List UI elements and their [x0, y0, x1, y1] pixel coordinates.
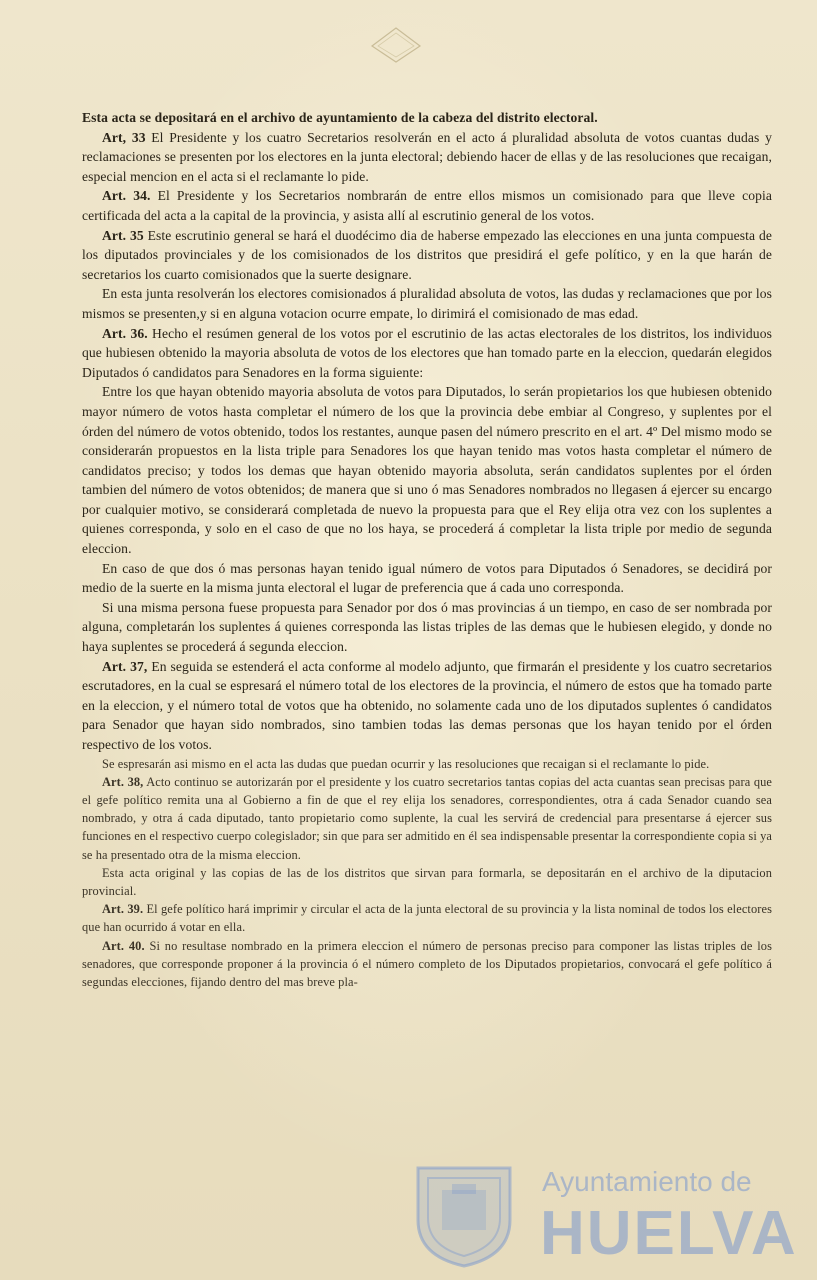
document-body — [82, 108, 772, 991]
paragraph-junta — [82, 284, 772, 323]
article-35 — [82, 226, 772, 285]
article-34 — [82, 186, 772, 225]
article-number: Art. 38, — [102, 774, 144, 789]
paragraph-mayoria — [82, 382, 772, 558]
article-number: Art. 37, — [102, 658, 148, 674]
paragraph-text: Se espresarán asi mismo en el acta las dudas que puedan ocurrir y las resoluciones que recaigan si el reclamante lo pide. — [102, 756, 710, 771]
paragraph-text: Si no resultase nombrado en la primera eleccion el número de personas preciso para componer las listas triples de los senadores, que corresponde proponer á la provincia ó el número completo de los Diputados propietarios, convocará el gefe político á segundas elecciones, fijando dentro del mas breve pla- — [82, 938, 773, 990]
paragraph-text: El gefe político hará imprimir y circular el acta de la junta electoral de su provincia y la lista nominal de todos los electores que han ocurrido á votar en ella. — [82, 902, 773, 935]
article-39 — [82, 900, 772, 936]
paragraph-text: Esta acta se depositará en el archivo de ayuntamiento de la cabeza del distrito electoral. — [82, 110, 598, 125]
paragraph-empate — [82, 559, 772, 598]
paragraph-text: Esta acta original y las copias de las de los distritos que sirvan para formarla, se depositarán en el archivo de la diputacion provincial. — [82, 865, 772, 899]
paragraph-dudas — [82, 755, 772, 773]
article-36 — [82, 324, 772, 383]
paragraph-intro — [82, 108, 772, 128]
article-number: Art. 40. — [102, 938, 145, 953]
fold-mark-icon — [368, 24, 424, 64]
archive-watermark — [408, 1160, 808, 1270]
article-number: Art. 35 — [102, 227, 144, 243]
paragraph-senador — [82, 598, 772, 657]
paragraph-text: El Presidente y los Secretarios nombrarán de entre ellos mismos un comisionado para que lleve copia certificada del acta a la capital de la provincia, y asista allí al escrutinio general de los votos. — [82, 188, 773, 223]
article-37 — [82, 657, 772, 755]
paragraph-text: Acto continuo se autorizarán por el presidente y los cuatro secretarios tantas copias del acta cuantas sean precisas para que el gefe político remita una al Gobierno a fin de que el rey elija los senadores, correspondientes, otra á cada Senador cuando sea nombrado, y otra á cada diputado, tanto propietario como suplente, la cual les servirá de credencial para presentarse á ejercer sus funciones en el respectivo cuerpo colegislador; sin que para ser admitido en él sea indispensable presentar la correspondiente copia si ya se ha presentado otra de la misma eleccion. — [82, 774, 773, 862]
article-number: Art. 36. — [102, 325, 148, 341]
article-number: Art, 33 — [102, 129, 146, 145]
coat-of-arms-icon — [408, 1160, 520, 1270]
watermark-line-1: Ayuntamiento de — [542, 1166, 752, 1197]
article-33 — [82, 128, 772, 187]
paragraph-text: Este escrutinio general se hará el duodécimo dia de haberse empezado las elecciones en una junta compuesta de los diputados provinciales y de los comisionados de los distritos que presidirá el gefe político, y en la que harán de secretarios los cuarto comisionados que la suerte designare. — [82, 227, 773, 282]
paragraph-text: Si una misma persona fuese propuesta para Senador por dos ó mas provincias á un tiempo, en caso de ser nombrada por alguna, completarán los suplentes á quienes corresponda las listas triples de las demas que le hubiesen elegido, y donde no haya suplentes se procederá á segunda eleccion. — [82, 599, 772, 655]
article-40 — [82, 937, 772, 992]
paragraph-archivo — [82, 864, 772, 900]
paragraph-text: Entre los que hayan obtenido mayoria absoluta de votos para Diputados, lo serán propietarios los que hubiesen obtenido mayor número de votos hasta completar el número de los que la provincia debe embiar al Congreso, y suplentes por el órden del número de votos obtenido, todos los restantes, aunque pasen del número prescrito en el art. 4º Del mismo modo se considerarán propuestos en la lista triple para Senadores los que hayan tenido mas votos hasta completar el número de candidatos preciso; y todos los demas que hayan obtenido mayoria absoluta, serán candidatos suplentes por el órden tambien del número de votos obtenidos; de manera que si uno ó mas Senadores nombrados no llegasen á ejercer su encargo por cualquier motivo, se considerará completada de nuevo la propuesta para que el Rey elija otra vez con los suplentes a quienes corresponda, y solo en el caso de que no los haya, se procederá á completar la lista triple por medio de segunda eleccion. — [82, 384, 772, 557]
article-number: Art. 34. — [102, 188, 151, 204]
article-number: Art. 39. — [102, 902, 144, 917]
paragraph-text: En seguida se estenderá el acta conforme al modelo adjunto, que firmarán el presidente y los cuatro secretarios escrutadores, en la cual se espresará el número total de los electores de la provincia, el número de estos que ha tomado parte en la eleccion, y el número total de votos que ha obtenido, no solamente cada uno de los diputados suplentes ó candidatos para Senador que hayan sido nombrados, sino tambien todas las demas personas que los hayan tenido por el órden respectivo de los votos. — [82, 658, 772, 752]
paragraph-text: En caso de que dos ó mas personas hayan tenido igual número de votos para Diputados ó Senadores, se decidirá por medio de la suerte en la misma junta electoral el lugar de preferencia que á cada uno corresponda. — [82, 560, 772, 596]
paragraph-text: En esta junta resolverán los electores comisionados á pluralidad absoluta de votos, las dudas y reclamaciones que por los mismos se presenten,y si en alguna votacion ocurre empate, lo dirimirá el comisionado de mas edad. — [82, 286, 772, 321]
paragraph-text: Hecho el resúmen general de los votos por el escrutinio de las actas electorales de los distritos, los individuos que hubiesen obtenido la mayoria absoluta de votos de los electores que han tomado parte en la eleccion, quedarán elegidos Diputados ó candidatos para Senadores en la forma siguiente: — [82, 325, 772, 380]
article-38 — [82, 773, 772, 864]
watermark-line-2: HUELVA — [540, 1199, 798, 1268]
paragraph-text: El Presidente y los cuatro Secretarios resolverán en el acto á pluralidad absoluta de votos cuantas dudas y reclamaciones se presenten por los electores en la junta electoral; debiendo hacer de ellas y de las resoluciones que recaigan, especial mencion en el acta si el reclamante lo pide. — [82, 129, 773, 184]
